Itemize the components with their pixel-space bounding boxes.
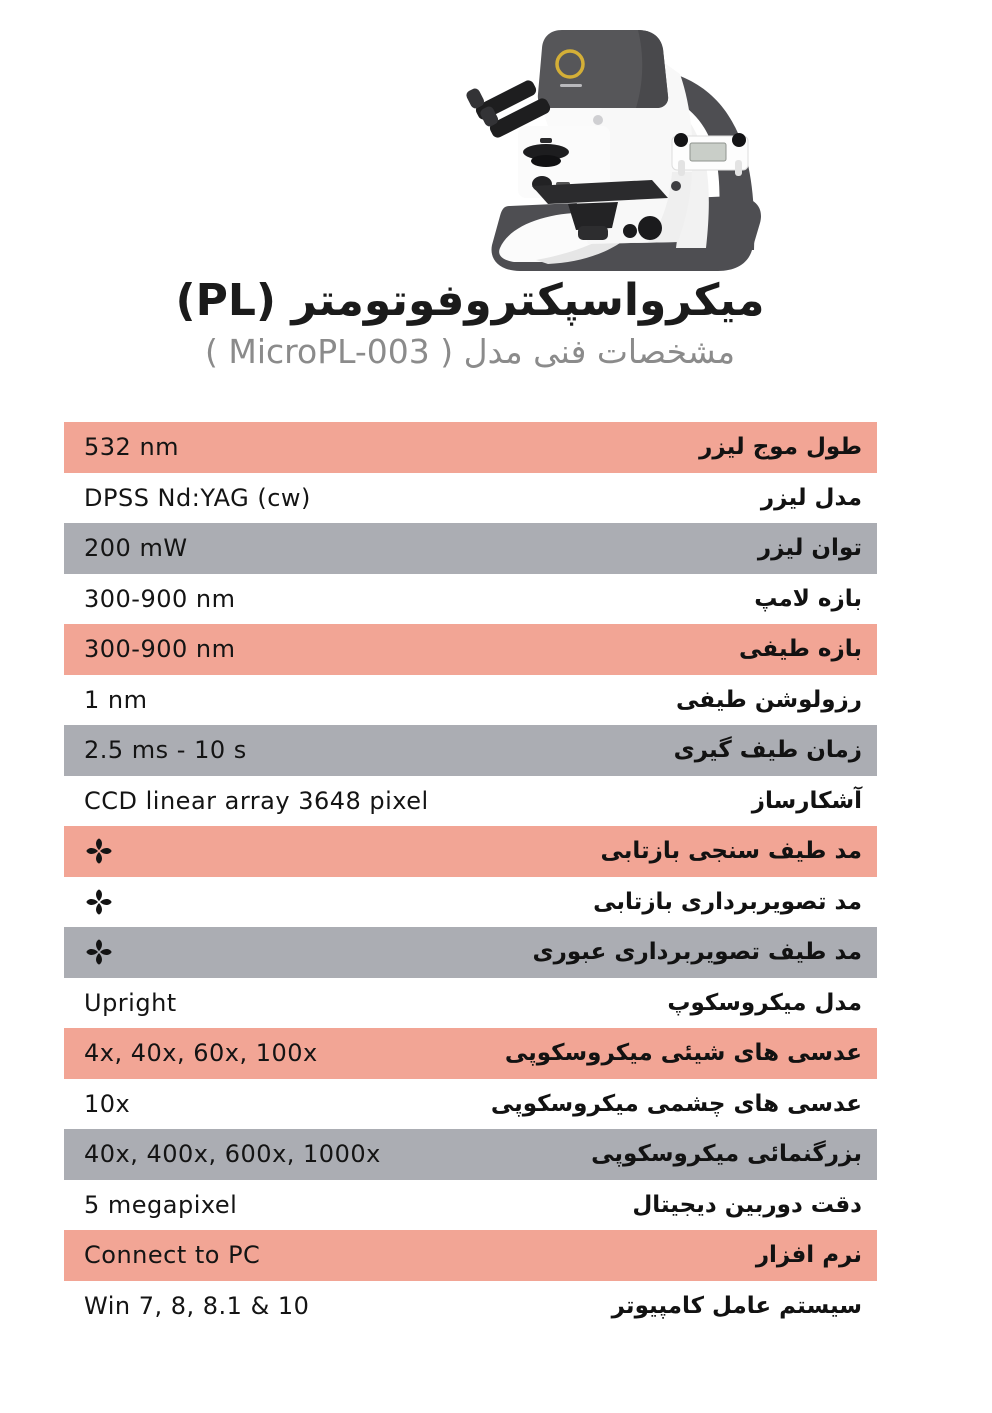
- spec-label: دقت دوربین دیجیتال: [632, 1191, 862, 1218]
- spec-value: Connect to PC: [84, 1241, 261, 1270]
- spec-label: بازه لامپ: [754, 585, 862, 612]
- spec-value: 2.5 ms - 10 s: [84, 736, 247, 765]
- table-row: [64, 826, 877, 877]
- spec-value: 10x: [84, 1089, 131, 1118]
- table-row: [64, 1281, 877, 1332]
- upright-microscope-image: [440, 8, 792, 284]
- spec-label: بزرگنمائی میکروسکوپی: [591, 1141, 862, 1168]
- spec-label: مد تصویربرداری بازتابی: [593, 888, 862, 915]
- table-row: [64, 877, 877, 928]
- spec-label: مد طیف تصویربرداری عبوری: [532, 939, 862, 966]
- table-row: [64, 1028, 877, 1079]
- spec-value: 1 nm: [84, 685, 148, 714]
- spec-label: عدسی های چشمی میکروسکوپی: [490, 1090, 862, 1117]
- table-row: [64, 422, 877, 473]
- table-row: [64, 1230, 877, 1281]
- spec-value: 200 mW: [84, 534, 188, 563]
- title-block: [40, 276, 900, 371]
- four-petal-asterisk-icon: [84, 886, 114, 918]
- spec-label: سیستم عامل کامپیوتر: [611, 1292, 862, 1319]
- page-subtitle: مشخصات فنی مدل ( MicroPL-003 ): [205, 331, 735, 371]
- spec-label: نرم افزار: [755, 1242, 862, 1269]
- table-row: [64, 675, 877, 726]
- table-row: [64, 978, 877, 1029]
- spec-label: طول موج لیزر: [699, 434, 862, 461]
- microscope-illustration: [440, 8, 792, 284]
- spec-label: مدل میکروسکوپ: [667, 989, 862, 1016]
- table-row: [64, 574, 877, 625]
- table-row: [64, 776, 877, 827]
- table-row: [64, 927, 877, 978]
- spec-label: آشکارساز: [751, 787, 862, 814]
- spec-value: Win 7, 8, 8.1 & 10: [84, 1291, 310, 1320]
- spec-value: DPSS Nd:YAG (cw): [84, 483, 311, 512]
- spec-label: عدسی های شیئی میکروسکوپی: [504, 1040, 862, 1067]
- table-row: [64, 1079, 877, 1130]
- spec-value: 40x, 400x, 600x, 1000x: [84, 1140, 381, 1169]
- spec-value: 300-900 nm: [84, 584, 236, 613]
- spec-label: توان لیزر: [757, 535, 862, 562]
- spec-label: رزولوشن طیفی: [675, 686, 862, 713]
- four-petal-asterisk-icon: [84, 936, 114, 968]
- spec-value: CCD linear array 3648 pixel: [84, 786, 429, 815]
- spec-table: [64, 422, 877, 1331]
- table-row: [64, 1180, 877, 1231]
- spec-value: 5 megapixel: [84, 1190, 238, 1219]
- page-title: میکرواسپکتروفوتومتر (PL): [175, 275, 765, 326]
- spec-label: مد طیف سنجی بازتابی: [600, 838, 862, 865]
- spec-label: مدل لیزر: [760, 484, 862, 511]
- spec-value: 4x, 40x, 60x, 100x: [84, 1039, 318, 1068]
- table-row: [64, 624, 877, 675]
- table-row: [64, 473, 877, 524]
- spec-value: 532 nm: [84, 433, 180, 462]
- spec-label: بازه طیفی: [739, 636, 862, 663]
- four-petal-asterisk-icon: [84, 835, 114, 867]
- spec-label: زمان طیف گیری: [673, 737, 862, 764]
- spec-value: 300-900 nm: [84, 635, 236, 664]
- table-row: [64, 523, 877, 574]
- table-row: [64, 1129, 877, 1180]
- spec-value: Upright: [84, 988, 177, 1017]
- table-row: [64, 725, 877, 776]
